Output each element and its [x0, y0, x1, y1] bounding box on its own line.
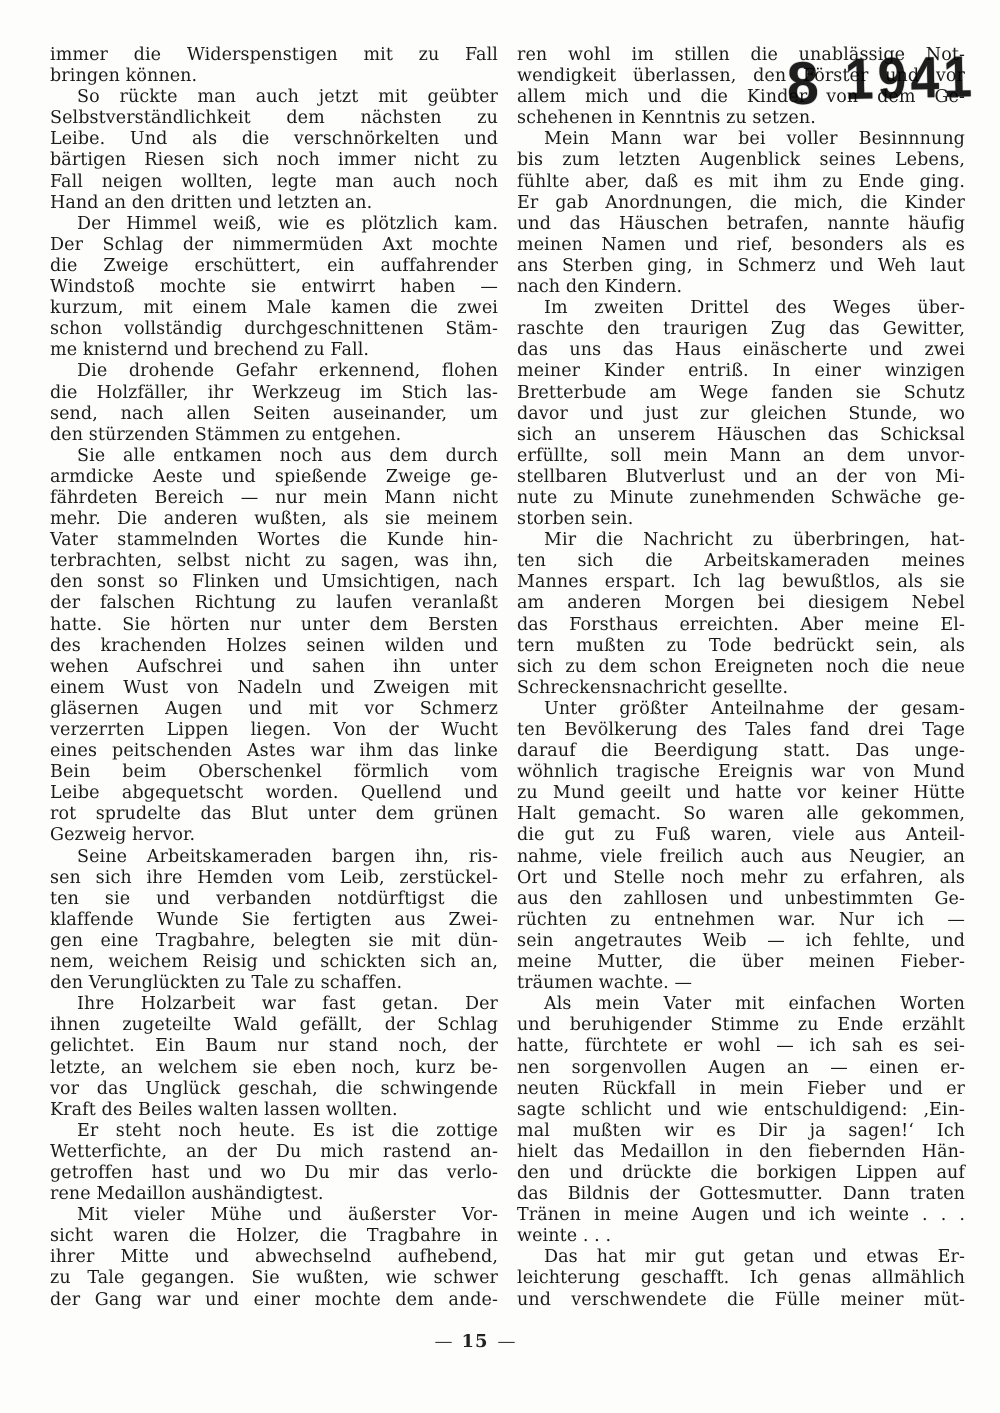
text-line: nute zu Minute zunehmenden Schwäche ge-: [517, 487, 965, 508]
text-line: getroffen hast und wo Du mir das verlo-: [50, 1162, 498, 1183]
text-line: Der Himmel weiß, wie es plötzlich kam.: [77, 213, 498, 234]
text-line: das Forsthaus erreichten. Aber meine El-: [517, 614, 965, 635]
text-line: Gezweig hervor.: [50, 825, 196, 846]
text-line: Mein Mann war bei voller Besinnnung: [544, 129, 965, 150]
text-line: letzte, an welchem sie eben noch, kurz be-: [50, 1057, 498, 1078]
text-line: Ort und Stelle noch mehr zu erfahren, als: [517, 867, 965, 888]
text-line: Halt gemacht. So waren alle gekommen,: [517, 804, 965, 825]
text-line: bärtigen Riesen sich noch immer nicht zu: [50, 150, 498, 171]
text-line: nem, weichem Reisig und schickten sich an,: [50, 952, 498, 973]
text-line: gläsernen Augen und mit vor Schmerz: [50, 698, 498, 719]
text-line: des krachenden Holzes seinen wilden und: [50, 635, 498, 656]
text-line: fährdeten Bereich — nur mein Mann nicht: [50, 487, 498, 508]
text-line: wöhnlich tragische Ereignis war von Mund: [517, 762, 965, 783]
page-number-footer: [0, 1331, 950, 1352]
text-line: aus den zahllosen und unbestimmten Ge-: [517, 888, 965, 909]
text-line: Hand an den dritten und letzten an.: [50, 192, 373, 213]
footer-dash-left: —: [434, 1330, 453, 1352]
text-line: weinte . . .: [517, 1226, 612, 1247]
text-line: wendigkeit überlassen, den Förster und vor: [517, 66, 965, 87]
text-line: erfüllte, soll mein Mann an dem unvor-: [517, 445, 965, 466]
text-line: Vater stammelnden Wortes die Kunde hin-: [50, 530, 498, 551]
text-line: Sie alle entkamen noch aus dem durch: [77, 445, 498, 466]
text-line: mehr. Die anderen wußten, als sie meinem: [50, 509, 498, 530]
text-line: Selbstverständlichkeit dem nächsten zu: [50, 108, 498, 129]
stamp-year-digits: 1941: [844, 44, 978, 112]
text-column-right: [517, 45, 965, 1311]
text-line: klaffende Wunde Sie fertigten aus Zwei-: [50, 909, 498, 930]
text-line: Im zweiten Drittel des Weges über-: [544, 298, 965, 319]
text-line: Fall neigen wollten, legte man auch noch: [50, 171, 498, 192]
text-line: sich an unserem Häuschen das Schicksal: [517, 424, 965, 445]
text-line: Leibe abgequetscht worden. Quellend und: [50, 783, 498, 804]
text-line: das Bildnis der Gottesmutter. Dann traten: [517, 1184, 965, 1205]
text-line: So rückte man auch jetzt mit geübter: [77, 87, 498, 108]
text-line: storben sein.: [517, 509, 634, 530]
text-line: hatte, fürchtete er wohl — ich sah es sei-: [517, 1036, 965, 1057]
text-line: meiner Kinder entriß. In einer winzigen: [517, 361, 965, 382]
text-line: armdicke Aeste und spießende Zweige ge-: [50, 466, 498, 487]
text-line: neuten Rückfall in mein Fieber und er: [517, 1078, 965, 1099]
text-line: bringen können.: [50, 66, 198, 87]
text-line: allem mich und die Kinder von dem Ge-: [517, 87, 965, 108]
text-line: und das Häuschen betrafen, nannte häufig: [517, 213, 965, 234]
text-line: meinen Namen und rief, besonders als es: [517, 234, 965, 255]
text-line: kurzum, mit einem Male kamen die zwei: [50, 298, 498, 319]
text-line: Bretterbude am Wege fanden sie Schutz: [517, 382, 965, 403]
text-line: Kraft des Beiles walten lassen wollten.: [50, 1099, 398, 1120]
text-line: zu Mund geeilt und hatte vor keiner Hütte: [517, 783, 965, 804]
text-line: Wetterfichte, an der Du mich rastend an-: [50, 1141, 498, 1162]
text-line: den stürzenden Stämmen zu entgehen.: [50, 424, 402, 445]
text-line: Ihre Holzarbeit war fast getan. Der: [77, 994, 498, 1015]
text-line: rot sprudelte das Blut unter dem grünen: [50, 804, 498, 825]
text-line: schehenen in Kenntnis zu setzen.: [517, 108, 816, 129]
text-line: ten sie und verbanden notdürftigst die: [50, 888, 498, 909]
text-line: am anderen Morgen bei diesigem Nebel: [517, 593, 965, 614]
text-line: sagte schlicht und wie entschuldigend: ‚Ein-: [517, 1099, 965, 1120]
text-line: hatte. Sie hörten nur unter dem Bersten: [50, 614, 498, 635]
text-line: Das hat mir gut getan und etwas Er-: [544, 1247, 965, 1268]
text-line: nahme, viele freilich auch aus Neugier, an: [517, 846, 965, 867]
text-line: und beruhigender Stimme zu Ende erzählt: [517, 1015, 965, 1036]
page-number: 15: [461, 1330, 489, 1352]
text-line: Tränen in meine Augen und ich weinte . . .: [517, 1205, 965, 1226]
text-line: immer die Widerspenstigen mit zu Fall: [50, 45, 498, 65]
text-line: sicht waren die Holzer, die Tragbahre in: [50, 1226, 498, 1247]
text-line: den Verunglückten zu Tale zu schaffen.: [50, 973, 403, 994]
text-line: Mit vieler Mühe und äußerster Vor-: [77, 1205, 498, 1226]
text-line: leichterung geschafft. Ich genas allmählich: [517, 1268, 965, 1289]
text-line: ten Bevölkerung des Tales fand drei Tage: [517, 720, 965, 740]
text-line: sich zu dem schon Ereigneten noch die neue: [517, 656, 965, 677]
text-line: Er gab Anordnungen, die mich, die Kinder: [517, 192, 965, 213]
text-line: Er steht noch heute. Es ist die zottige: [77, 1120, 498, 1141]
text-line: rüchten zu entnehmen war. Nur ich —: [517, 909, 965, 930]
text-line: darauf die Beerdigung statt. Das unge-: [517, 741, 965, 762]
text-line: me knisternd und brechend zu Fall.: [50, 340, 370, 361]
stamp-month-digit: 8: [786, 49, 820, 118]
text-line: ihrer Mitte und abwechselnd aufhebend,: [50, 1247, 498, 1268]
text-line: Bein beim Oberschenkel förmlich vom: [50, 762, 498, 783]
text-line: der falschen Richtung zu laufen veranlaßt: [50, 593, 498, 614]
text-line: träumen wachte. —: [517, 973, 693, 994]
text-line: sen sich ihre Hemden vom Leib, zerstückel-: [50, 867, 498, 888]
text-line: Windstoß mochte sie entwirrt haben —: [50, 277, 498, 298]
text-line: rene Medaillon aushändigtest.: [50, 1184, 324, 1205]
text-line: terbrachten, selbst nicht zu sagen, was ihn,: [50, 551, 498, 572]
text-line: ren wohl im stillen die unablässige Not-: [517, 45, 965, 65]
text-line: gen eine Tragbahre, belegten sie mit dün-: [50, 930, 498, 951]
text-line: vor das Unglück geschah, die schwingende: [50, 1078, 498, 1099]
footer-dash-right: —: [497, 1330, 516, 1352]
text-column-left: [50, 45, 498, 1311]
text-line: gelichtet. Ein Baum nur stand noch, der: [50, 1036, 498, 1057]
text-line: Leibe. Und als die verschnörkelten und: [50, 129, 498, 150]
text-line: fühlte aber, daß es mit ihm zu Ende ging.: [517, 171, 965, 192]
text-line: Als mein Vater mit einfachen Worten: [544, 994, 965, 1015]
text-line: hielt das Medaillon in den fiebernden Hän-: [517, 1141, 965, 1162]
text-line: den sonst so Flinken und Umsichtigen, nach: [50, 572, 498, 593]
text-line: verzerrten Lippen liegen. Von der Wucht: [50, 720, 498, 740]
text-line: Die drohende Gefahr erkennend, flohen: [77, 361, 498, 382]
text-line: meine Mutter, die über meinen Fieber-: [517, 952, 965, 973]
text-line: Seine Arbeitskameraden bargen ihn, ris-: [77, 846, 498, 867]
text-line: wehen Aufschrei und sahen ihn unter: [50, 656, 498, 677]
text-line: mal mußten wir es Dir ja sagen!‘ Ich: [517, 1120, 965, 1141]
text-line: raschte den traurigen Zug das Gewitter,: [517, 319, 965, 340]
text-line: ihnen zugeteilte Wald gefällt, der Schlag: [50, 1015, 498, 1036]
text-line: die gut zu Fuß waren, viele aus Anteil-: [517, 825, 965, 846]
text-line: Unter größter Anteilnahme der gesam-: [544, 698, 965, 719]
text-line: eines peitschenden Astes war ihm das linke: [50, 741, 498, 762]
text-line: Mir die Nachricht zu überbringen, hat-: [544, 530, 965, 551]
text-line: einem Wust von Nadeln und Zweigen mit: [50, 677, 498, 698]
text-line: sein angetrautes Weib — ich fehlte, und: [517, 930, 965, 951]
text-line: das uns das Haus einäscherte und zwei: [517, 340, 965, 361]
text-line: ans Sterben ging, in Schmerz und Weh laut: [517, 255, 965, 276]
text-line: bis zum letzten Augenblick seines Lebens,: [517, 150, 965, 171]
text-line: die Holzfäller, ihr Werkzeug im Stich las-: [50, 382, 498, 403]
text-line: zu Tale gegangen. Sie wußten, wie schwer: [50, 1268, 498, 1289]
text-line: ten sich die Arbeitskameraden meines: [517, 551, 965, 572]
text-line: Mannes erspart. Ich lag bewußtlos, als sie: [517, 572, 965, 593]
text-line: stellbaren Blutverlust und an der von Mi-: [517, 466, 965, 487]
text-line: nen sorgenvollen Augen an — einen er-: [517, 1057, 965, 1078]
text-line: Der Schlag der nimmermüden Axt mochte: [50, 234, 498, 255]
text-line: send, nach allen Seiten auseinander, um: [50, 403, 498, 424]
text-line: tern mußten zu Tode bedrückt sein, als: [517, 635, 965, 656]
text-line: Schreckensnachricht gesellte.: [517, 677, 789, 698]
text-line: schon vollständig durchgeschnittenen Stäm-: [50, 319, 498, 340]
text-line: den und drückte die borkigen Lippen auf: [517, 1162, 965, 1183]
text-line: davor und just zur gleichen Stunde, wo: [517, 403, 965, 424]
text-line: die Zweige erschüttert, ein auffahrender: [50, 255, 498, 276]
text-line: der Gang war und einer mochte dem ande-: [50, 1289, 498, 1310]
text-line: und verschwendete die Fülle meiner müt-: [517, 1289, 965, 1310]
text-line: nach den Kindern.: [517, 277, 683, 298]
